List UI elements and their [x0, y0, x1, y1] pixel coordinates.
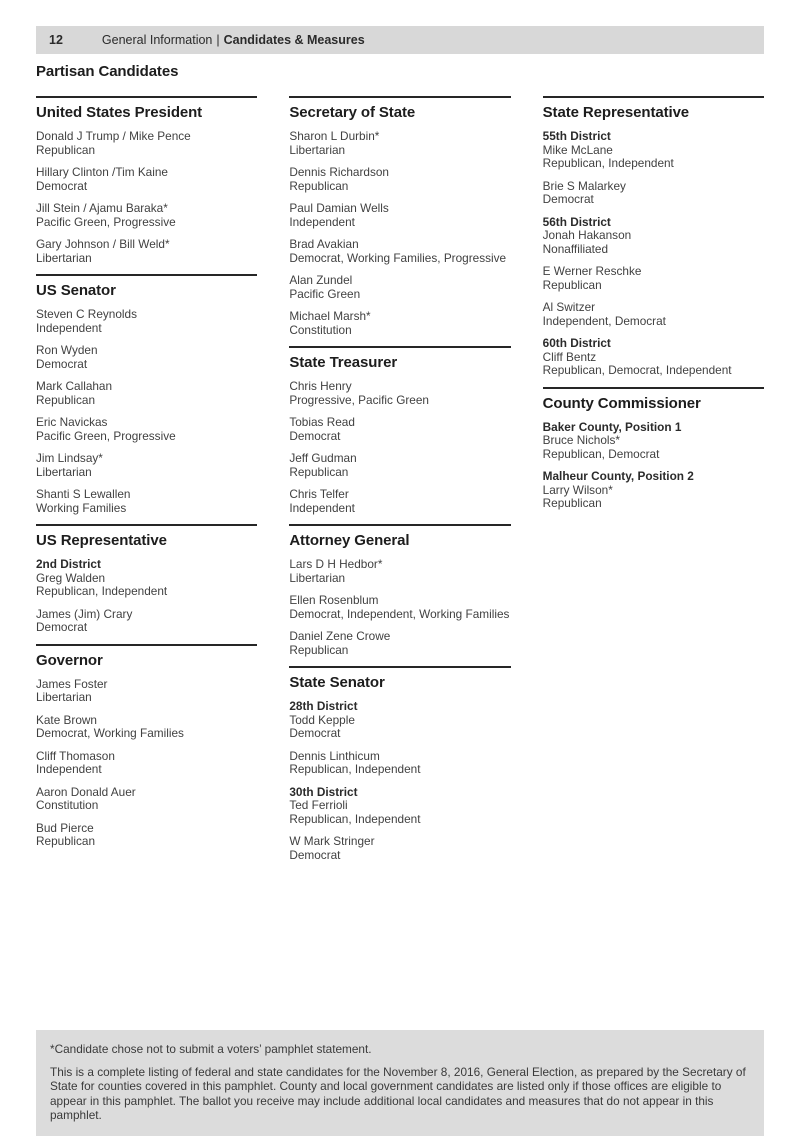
candidate-party: Democrat, Working Families, Progressive: [289, 250, 507, 265]
candidate-name: Aaron Donald Auer: [36, 784, 136, 799]
candidate-name: Ted Ferrioli: [289, 798, 348, 812]
candidate-entry: [36, 714, 257, 741]
office-section: [36, 274, 257, 515]
column-2: [289, 96, 510, 871]
candidate-name: Todd Kepple: [289, 712, 355, 727]
candidate-entry: [289, 594, 510, 621]
breadcrumb-page-title: Candidates & Measures: [223, 33, 365, 47]
candidate-party: Pacific Green, Progressive: [36, 214, 176, 229]
candidate-party: Independent: [36, 762, 102, 776]
candidate-name: Sharon L Durbin*: [289, 129, 380, 143]
candidate-name: Greg Walden: [36, 570, 106, 585]
office-heading: State Representative: [542, 104, 690, 121]
candidate-entry: [36, 608, 257, 635]
office-heading: County Commissioner: [542, 394, 701, 412]
candidate-entry: [289, 310, 510, 337]
candidate-party: Democrat: [542, 192, 594, 206]
candidate-entry: [289, 786, 510, 827]
candidate-party: Republican: [289, 464, 349, 479]
column-3: [543, 96, 764, 871]
district-label: 30th District: [289, 784, 358, 799]
listing-footnote: This is a complete listing of federal and state candidates for the November 8, 2016, General Election, as prepared by the Secretary of State for counties covered in this pamphlet. County and local government candidates are listed only if those offices are eligible to appear in this pamphlet. The ballot you receive may include additional local candidates and measures that do not appear in this pamphlet.: [50, 1064, 746, 1123]
office-heading: State Senator: [289, 674, 385, 691]
candidate-party: Republican, Independent: [36, 584, 168, 598]
candidate-party: Constitution: [36, 798, 99, 812]
candidate-entry: [289, 380, 510, 407]
candidate-entry: [289, 416, 510, 443]
candidate-party: Nonaffiliated: [542, 241, 609, 256]
office-heading: Attorney General: [289, 532, 410, 549]
candidate-entry: [36, 344, 257, 371]
candidate-name: Kate Brown: [36, 712, 97, 727]
office-section: [289, 666, 510, 862]
district-label: Malheur County, Position 2: [542, 469, 694, 483]
candidate-entry: [289, 630, 510, 657]
candidate-party: Independent: [289, 500, 355, 515]
candidate-party: Democrat: [36, 178, 88, 193]
candidate-entry: [543, 421, 764, 462]
office-heading: Governor: [36, 651, 103, 669]
candidate-party: Republican: [289, 642, 349, 657]
candidate-party: Democrat: [36, 620, 88, 634]
candidate-name: Eric Navickas: [36, 415, 108, 429]
candidate-party: Libertarian: [289, 142, 346, 157]
candidate-entry: [36, 822, 257, 849]
candidate-name: Michael Marsh*: [289, 309, 371, 323]
candidate-party: Independent: [36, 320, 102, 335]
candidate-name: W Mark Stringer: [289, 834, 375, 848]
candidate-entry: [289, 452, 510, 479]
candidate-party: Republican, Independent: [542, 156, 674, 170]
candidate-party: Democrat: [289, 847, 341, 862]
candidate-entry: [289, 130, 510, 157]
candidate-party: Republican, Democrat, Independent: [542, 363, 732, 377]
candidate-name: Lars D H Hedbor*: [289, 557, 383, 571]
candidate-entry: [289, 166, 510, 193]
candidate-entry: [289, 835, 510, 862]
candidate-entry: [36, 452, 257, 479]
candidate-entry: [36, 678, 257, 705]
candidate-entry: [36, 786, 257, 813]
district-label: 56th District: [542, 214, 611, 229]
breadcrumb-separator: |: [216, 33, 220, 47]
candidate-party: Pacific Green, Progressive: [36, 428, 176, 443]
candidate-name: Tobias Read: [289, 415, 355, 429]
candidate-entry: [543, 265, 764, 292]
candidate-entry: [543, 180, 764, 207]
candidate-party: Republican, Independent: [289, 811, 421, 826]
candidate-name: Brie S Malarkey: [542, 178, 626, 193]
candidate-name: Ron Wyden: [36, 343, 98, 357]
candidate-entry: [543, 130, 764, 171]
office-section: [543, 96, 764, 378]
candidate-entry: [36, 166, 257, 193]
candidate-entry: [543, 216, 764, 257]
candidate-name: Cliff Bentz: [542, 349, 597, 364]
candidate-party: Libertarian: [36, 690, 92, 704]
candidate-name: Ellen Rosenblum: [289, 593, 379, 607]
candidate-party: Republican: [36, 142, 96, 157]
candidate-entry: [289, 750, 510, 777]
office-heading: State Treasurer: [289, 354, 398, 371]
candidate-entry: [36, 416, 257, 443]
district-label: 55th District: [542, 129, 611, 143]
office-section: [289, 524, 510, 657]
asterisk-footnote: *Candidate chose not to submit a voters’ pamphlet statement.: [50, 1042, 372, 1056]
breadcrumb-section: General Information: [101, 33, 213, 47]
candidate-name: Al Switzer: [542, 300, 596, 314]
candidate-party: Republican: [542, 496, 602, 510]
candidate-party: Republican: [36, 392, 96, 407]
office-heading: US Representative: [36, 532, 167, 549]
office-heading: Secretary of State: [289, 104, 416, 121]
office-section: [543, 387, 764, 511]
candidate-name: Chris Henry: [289, 379, 352, 393]
candidate-entry: [36, 238, 257, 265]
candidate-party: Independent, Democrat: [542, 313, 666, 328]
candidate-name: Bruce Nichols*: [542, 433, 621, 447]
candidate-party: Libertarian: [36, 464, 92, 479]
candidate-party: Democrat: [289, 428, 341, 443]
column-1: [36, 96, 257, 871]
candidate-name: James Foster: [36, 676, 108, 691]
candidate-entry: [36, 202, 257, 229]
candidate-entry: [36, 750, 257, 777]
candidate-name: Bud Pierce: [36, 820, 94, 835]
candidate-party: Republican, Independent: [289, 762, 421, 776]
candidate-name: Mike McLane: [542, 142, 613, 157]
candidate-party: Republican: [542, 277, 602, 292]
candidate-party: Working Families: [36, 500, 127, 515]
candidate-entry: [543, 470, 764, 511]
candidate-name: Daniel Zene Crowe: [289, 629, 391, 643]
office-section: [36, 644, 257, 849]
candidate-party: Republican: [36, 834, 96, 848]
district-label: 28th District: [289, 699, 358, 713]
candidate-name: Steven C Reynolds: [36, 307, 137, 321]
district-label: 60th District: [542, 336, 611, 350]
candidate-entry: [289, 488, 510, 515]
candidate-name: Cliff Thomason: [36, 748, 115, 763]
candidate-entry: [36, 130, 257, 157]
office-section: [36, 96, 257, 265]
candidate-entry: [543, 301, 764, 328]
candidate-entry: [289, 274, 510, 301]
candidate-entry: [289, 238, 510, 265]
candidate-name: Dennis Linthicum: [289, 748, 380, 763]
candidate-columns: [36, 96, 764, 871]
candidate-entry: [289, 202, 510, 229]
office-heading: US Senator: [36, 282, 116, 299]
candidate-name: Mark Callahan: [36, 379, 113, 393]
candidate-party: Republican, Democrat: [542, 446, 660, 461]
candidate-party: Republican: [289, 178, 349, 193]
candidate-entry: [36, 488, 257, 515]
candidate-party: Libertarian: [36, 250, 92, 265]
candidate-party: Independent: [289, 214, 355, 229]
candidate-name: Paul Damian Wells: [289, 201, 389, 215]
page-title: Partisan Candidates: [36, 63, 179, 80]
candidate-name: Dennis Richardson: [289, 165, 389, 179]
candidate-name: Jill Stein / Ajamu Baraka*: [36, 201, 168, 215]
footnote-box: [36, 1030, 764, 1136]
candidate-party: Democrat: [36, 356, 88, 371]
page-number: 12: [49, 33, 63, 47]
candidate-name: Jonah Hakanson: [542, 228, 632, 242]
candidate-name: Shanti S Lewallen: [36, 487, 131, 501]
office-section: [289, 96, 510, 337]
candidate-name: Jim Lindsay*: [36, 451, 103, 465]
candidate-party: Democrat, Independent, Working Families: [289, 606, 510, 621]
candidate-name: Donald J Trump / Mike Pence: [36, 129, 191, 143]
candidate-name: Brad Avakian: [289, 237, 359, 251]
candidate-entry: [36, 380, 257, 407]
candidate-party: Constitution: [289, 322, 352, 337]
candidate-party: Pacific Green: [289, 286, 361, 301]
candidate-party: Democrat: [289, 726, 341, 740]
candidate-name: Gary Johnson / Bill Weld*: [36, 237, 170, 251]
candidate-entry: [36, 558, 257, 599]
candidate-name: Alan Zundel: [289, 273, 353, 287]
candidate-party: Democrat, Working Families: [36, 726, 184, 740]
office-section: [36, 524, 257, 635]
page-header-bar: [36, 26, 764, 54]
candidate-name: Jeff Gudman: [289, 451, 357, 465]
candidate-entry: [289, 700, 510, 741]
district-label: 2nd District: [36, 557, 101, 571]
candidate-name: James (Jim) Crary: [36, 606, 133, 621]
candidate-entry: [289, 558, 510, 585]
candidate-name: E Werner Reschke: [542, 264, 642, 278]
candidate-entry: [543, 337, 764, 378]
district-label: Baker County, Position 1: [542, 419, 682, 434]
office-section: [289, 346, 510, 515]
candidate-party: Progressive, Pacific Green: [289, 392, 429, 407]
office-heading: United States President: [36, 104, 203, 121]
candidate-name: Larry Wilson*: [542, 482, 613, 497]
candidate-name: Hillary Clinton /Tim Kaine: [36, 165, 168, 179]
candidate-party: Libertarian: [289, 570, 346, 585]
candidate-name: Chris Telfer: [289, 487, 349, 501]
candidate-entry: [36, 308, 257, 335]
